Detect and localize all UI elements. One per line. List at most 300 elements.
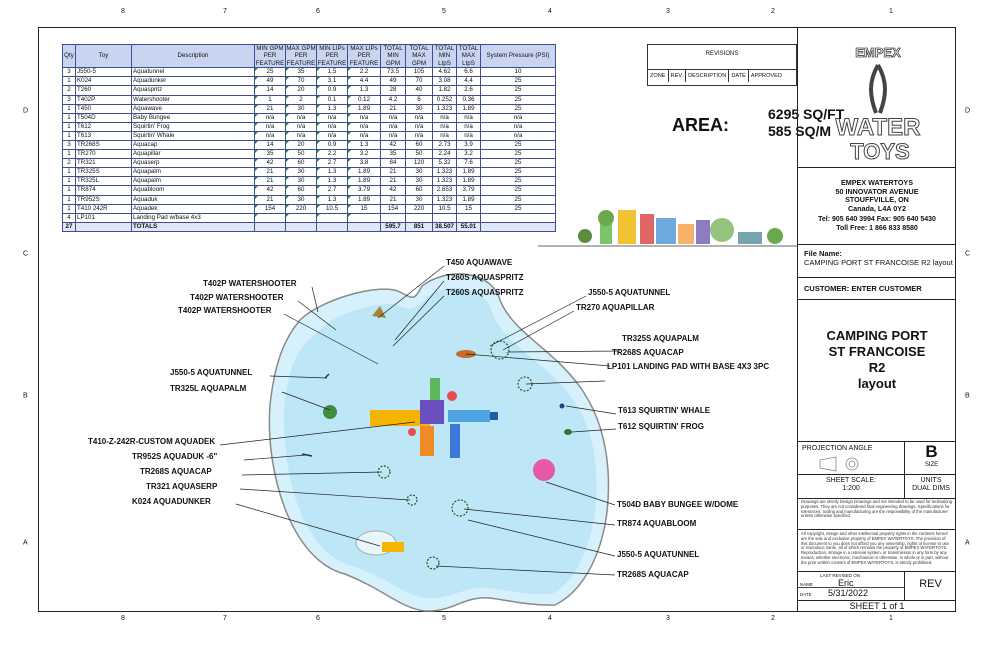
area-label: AREA: — [672, 115, 729, 135]
table-cell: TR268S — [76, 140, 132, 149]
header-min-lips: MIN LIPs PER FEATURE — [317, 45, 347, 67]
units-value: DUAL DIMS — [912, 485, 950, 492]
table-cell: 2.7 — [317, 159, 348, 168]
table-cell: 49 — [255, 77, 286, 86]
baby-bungee-symbol — [533, 459, 555, 481]
ruler-number: 3 — [666, 8, 670, 15]
table-cell: n/a — [481, 113, 556, 122]
table-cell: 3.1 — [317, 77, 348, 86]
callout-tr321: TR321 AQUASERP — [146, 482, 218, 491]
table-cell: 30 — [286, 168, 317, 177]
table-cell: n/a — [286, 131, 317, 140]
header-max-gpm: MAX GPM PER FEATURE — [286, 45, 316, 67]
table-cell: 30 — [286, 104, 317, 113]
table-cell: 1.89 — [457, 195, 481, 204]
table-cell: 851 — [406, 222, 433, 231]
table-cell: 1.323 — [433, 104, 457, 113]
table-cell: n/a — [433, 113, 457, 122]
table-cell: Aquadek — [132, 204, 255, 213]
table-cell: 6.6 — [457, 68, 481, 77]
table-cell: n/a — [255, 131, 286, 140]
table-cell: 28 — [381, 86, 406, 95]
ruler-number: 2 — [771, 8, 775, 15]
table-cell: 25 — [481, 140, 556, 149]
table-cell: 1 — [63, 150, 76, 159]
scale-label: SHEET SCALE: — [825, 477, 877, 484]
table-cell: 3.8 — [348, 159, 381, 168]
table-cell: LP101 — [76, 213, 132, 222]
table-cell: 21 — [255, 195, 286, 204]
table-cell: 105 — [406, 68, 433, 77]
table-cell: n/a — [406, 131, 433, 140]
table-cell: 25 — [481, 77, 556, 86]
header-max-lips: MAX LIPs PER FEATURE — [348, 45, 381, 68]
table-cell: 15 — [457, 204, 481, 213]
table-cell: K024 — [76, 77, 132, 86]
table-cell: 30 — [406, 168, 433, 177]
ruler-letter: D — [965, 107, 971, 115]
table-cell: 4.2 — [381, 95, 406, 104]
table-cell: 40 — [406, 86, 433, 95]
table-cell: 60 — [286, 159, 317, 168]
table-cell: 1.3 — [317, 168, 348, 177]
table-cell: 1 — [63, 186, 76, 195]
table-cell: n/a — [406, 122, 433, 131]
table-cell: 3.2 — [348, 150, 381, 159]
table-cell: T260 — [76, 86, 132, 95]
table-cell: 30 — [406, 195, 433, 204]
file-label: File Name: — [804, 249, 842, 258]
table-cell: 42 — [255, 159, 286, 168]
table-cell: 35 — [255, 150, 286, 159]
table-cell: n/a — [457, 131, 481, 140]
table-cell: 4 — [63, 213, 76, 222]
table-cell: 1.89 — [348, 104, 381, 113]
table-cell: 1.323 — [433, 195, 457, 204]
table-cell: 42 — [381, 186, 406, 195]
table-cell: 2.6 — [457, 86, 481, 95]
copyright-section — [798, 530, 956, 572]
revised-date-label: DATE — [800, 592, 812, 597]
table-cell: 21 — [381, 177, 406, 186]
callout-t260a: T260S AQUASPRITZ — [446, 273, 524, 282]
table-cell: Aquadunker — [132, 77, 255, 86]
table-cell: n/a — [433, 122, 457, 131]
ruler-number: 8 — [121, 615, 125, 622]
table-cell: 4.62 — [433, 68, 457, 77]
table-cell: 3.79 — [457, 186, 481, 195]
table-cell: Aquapalm — [132, 168, 255, 177]
table-cell: 21 — [381, 168, 406, 177]
table-cell: TOTALS — [132, 222, 255, 231]
callout-lp101: LP101 LANDING PAD WITH BASE 4X3 3PC — [607, 362, 770, 371]
units-cell — [904, 474, 957, 498]
frog-symbol — [564, 429, 572, 435]
table-cell: 30 — [406, 104, 433, 113]
table-cell: 0.9 — [317, 140, 348, 149]
size-value: B — [925, 442, 938, 461]
header-toy: Toy — [76, 45, 132, 68]
callout-tr874: TR874 AQUABLOOM — [617, 519, 697, 528]
table-cell: 70 — [286, 77, 317, 86]
table-cell: T613 — [76, 131, 132, 140]
project-line3: R2 — [868, 360, 886, 375]
callout-tr268-left: TR268S AQUACAP — [140, 467, 212, 476]
table-cell: 1.89 — [457, 104, 481, 113]
callout-t402c: T402P WATERSHOOTER — [178, 306, 272, 315]
callout-t260b: T260S AQUASPRITZ — [446, 288, 524, 297]
table-cell: 10.5 — [433, 204, 457, 213]
table-cell: 1.323 — [433, 177, 457, 186]
table-cell: Aquapalm — [132, 177, 255, 186]
table-cell: 25 — [481, 104, 556, 113]
table-cell: n/a — [381, 122, 406, 131]
table-cell: 1.89 — [348, 195, 381, 204]
table-cell: n/a — [457, 113, 481, 122]
rev-col-rev: REV. — [668, 70, 686, 82]
table-cell: 2.24 — [433, 150, 457, 159]
table-cell: 3 — [63, 68, 76, 77]
table-cell: n/a — [381, 113, 406, 122]
table-cell: TR321 — [76, 159, 132, 168]
table-cell: Aquaserp — [132, 159, 255, 168]
logo-text-empex: EMPEX — [855, 45, 901, 60]
table-cell: n/a — [255, 113, 286, 122]
company-address3: Canada, L4A 0Y2 — [847, 203, 907, 213]
table-cell: n/a — [481, 122, 556, 131]
callout-t450: T450 AQUAWAVE — [446, 258, 513, 267]
table-cell: n/a — [286, 122, 317, 131]
table-cell: 3.79 — [348, 186, 381, 195]
title-block — [797, 27, 956, 612]
revised-section — [798, 572, 956, 601]
file-section — [798, 245, 956, 278]
table-cell: 0.9 — [317, 86, 348, 95]
header-pressure: System Pressure (PSI) — [481, 45, 556, 68]
callout-j550-top: J550-5 AQUATUNNEL — [588, 288, 671, 297]
ruler-number: 5 — [442, 8, 446, 15]
table-cell: 10.5 — [317, 204, 348, 213]
revised-cell — [798, 572, 905, 600]
table-cell: 25 — [481, 177, 556, 186]
table-cell: Aquacap — [132, 140, 255, 149]
revisions-title: REVISIONS — [705, 51, 739, 57]
company-tollfree: Toll Free: 1 866 833 8580 — [836, 224, 918, 232]
table-cell: 1.3 — [348, 140, 381, 149]
table-cell: 3 — [63, 140, 76, 149]
table-cell: n/a — [406, 113, 433, 122]
size-cell — [904, 442, 958, 474]
table-cell: 49 — [381, 77, 406, 86]
table-cell: Aquabloom — [132, 186, 255, 195]
table-cell: 2.2 — [348, 68, 381, 77]
table-cell: Landing Pad w/base 4x3 — [132, 213, 255, 222]
table-cell: 0.252 — [433, 95, 457, 104]
ruler-letter: C — [965, 250, 971, 258]
table-cell: 1.3 — [317, 177, 348, 186]
table-cell: 220 — [286, 204, 317, 213]
table-cell: 1.89 — [457, 177, 481, 186]
table-cell: 30 — [286, 195, 317, 204]
logo-section — [798, 27, 956, 168]
table-cell: 1 — [63, 104, 76, 113]
ruler-number: 2 — [771, 615, 775, 622]
table-cell: TR270 — [76, 150, 132, 159]
table-cell: 1.323 — [433, 168, 457, 177]
table-cell: 10 — [481, 68, 556, 77]
table-cell: 84 — [381, 159, 406, 168]
ruler-number: 5 — [442, 615, 446, 622]
company-address1: 50 INNOVATOR AVENUE — [835, 186, 919, 196]
callout-t402b: T402P WATERSHOOTER — [190, 293, 284, 302]
table-cell: 27 — [63, 222, 76, 231]
table-cell: Aquatunnel — [132, 68, 255, 77]
project-line1: CAMPING PORT — [826, 328, 928, 343]
disclaimer-section — [798, 498, 956, 530]
table-cell: T450 — [76, 104, 132, 113]
ruler-number: 1 — [889, 8, 893, 15]
logo-text-water: WATER — [835, 114, 921, 141]
table-cell: T504D — [76, 113, 132, 122]
ruler-letter: D — [23, 107, 29, 115]
header-total-max-ltps: TOTAL MAX LtpS — [457, 45, 481, 68]
table-cell: 21 — [381, 104, 406, 113]
table-cell: 1.5 — [317, 68, 348, 77]
rev-col-approved: APPROVED — [748, 70, 784, 82]
revised-label: LAST REVISED ON — [820, 573, 861, 578]
table-cell: n/a — [348, 131, 381, 140]
table-cell: Squirtin' Whale — [132, 131, 255, 140]
table-cell: 60 — [286, 186, 317, 195]
callout-tr325s: TR325S AQUAPALM — [622, 334, 699, 343]
whale-symbol — [560, 404, 565, 409]
table-cell: 1.89 — [348, 177, 381, 186]
table-cell: TR874 — [76, 186, 132, 195]
table-cell: 2 — [286, 95, 317, 104]
table-cell: 1 — [255, 95, 286, 104]
ruler-number: 4 — [548, 8, 552, 15]
table-cell: 2.653 — [433, 186, 457, 195]
table-cell: 14 — [255, 140, 286, 149]
table-cell: 4.4 — [348, 77, 381, 86]
header-description: Description — [132, 45, 255, 68]
table-cell: n/a — [481, 131, 556, 140]
table-cell: 0.1 — [317, 95, 348, 104]
company-name: EMPEX WATERTOYS — [840, 178, 914, 187]
customer-text: CUSTOMER: ENTER CUSTOMER — [804, 284, 922, 293]
table-cell: 14 — [255, 86, 286, 95]
area-sqm: 585 SQ/M — [768, 123, 832, 139]
table-cell: 7.6 — [457, 159, 481, 168]
table-cell: n/a — [348, 113, 381, 122]
table-cell: n/a — [286, 113, 317, 122]
table-cell: T410 242R — [76, 204, 132, 213]
table-cell: 1.89 — [457, 168, 481, 177]
table-cell: 25 — [481, 86, 556, 95]
table-cell: Squirtin' Frog — [132, 122, 255, 131]
table-cell: 1.3 — [317, 195, 348, 204]
disclaimer-copyright: All copyright, design and other intellectual property rights in the contents hereof are the sole and exclusive property of EMPEX WATERTOYS. The provision of this document to you does not afford you any ownership, rights or license to use or reproduce same, all of which remains the property of EMPEX WATERTOYS. Reproduction, storage in a retrieval system, or transmission in any form by any means, whether electronic, mechanical or otherwise, in whole or in part, without the prior written consent of EMPEX WATERTOYS, is strictly prohibited. — [801, 531, 949, 565]
table-cell: 25 — [481, 159, 556, 168]
table-cell: Aquaspritz — [132, 86, 255, 95]
table-cell: n/a — [317, 122, 348, 131]
table-cell: 0.36 — [457, 95, 481, 104]
callout-t504: T504D BABY BUNGEE W/DOME — [617, 500, 739, 509]
table-cell: 30 — [406, 177, 433, 186]
table-cell: 50 — [286, 150, 317, 159]
table-cell: 25 — [481, 150, 556, 159]
ruler-number: 6 — [316, 615, 320, 622]
table-cell: n/a — [433, 131, 457, 140]
rev-col-description: DESCRIPTION — [685, 70, 728, 82]
table-cell: 15 — [348, 204, 381, 213]
table-cell: n/a — [317, 113, 348, 122]
file-name: CAMPING PORT ST FRANCOISE R2 layout — [804, 258, 953, 267]
ruler-letter: A — [965, 539, 970, 547]
table-cell: 20 — [286, 140, 317, 149]
header-min-gpm: MIN GPM PER FEATURE — [255, 45, 285, 67]
callout-j550-left: J550-5 AQUATUNNEL — [170, 368, 253, 377]
ruler-number: 7 — [223, 615, 227, 622]
table-cell: 20 — [286, 86, 317, 95]
table-cell: 25 — [481, 95, 556, 104]
callout-tr268-bot: TR268S AQUACAP — [617, 570, 689, 579]
table-cell: 1.3 — [317, 104, 348, 113]
callout-t612: T612 SQUIRTIN' FROG — [618, 422, 704, 431]
table-cell: 21 — [381, 195, 406, 204]
table-cell: 25 — [481, 186, 556, 195]
table-cell: J550-5 — [76, 68, 132, 77]
table-cell: 2.2 — [317, 150, 348, 159]
header-total-max-gpm: TOTAL MAX GPM — [406, 45, 433, 68]
table-cell: 25 — [481, 195, 556, 204]
table-cell: 0.12 — [348, 95, 381, 104]
empex-logo — [798, 27, 956, 167]
table-cell: 55.01 — [457, 222, 481, 231]
table-cell: 1 — [63, 77, 76, 86]
scale-cell — [798, 477, 904, 493]
ruler-letter: C — [23, 250, 29, 258]
table-cell: T402P — [76, 95, 132, 104]
table-cell: 1.89 — [348, 168, 381, 177]
callout-tr325l: TR325L AQUAPALM — [170, 384, 247, 393]
ruler-number: 3 — [666, 615, 670, 622]
disclaimer-design: Drawings are strictly Design Drawings and not intended to be used for toolmaking purposes. They are not considered final engineering drawings. Specifications for tolerances, tooling and manufacturing are the responsibility of the manufacturer unless otherwise specified. — [801, 499, 953, 519]
table-cell: n/a — [457, 122, 481, 131]
units-label: UNITS — [920, 477, 942, 484]
callout-tr268-top: TR268S AQUACAP — [612, 348, 684, 357]
header-total-min-ltps: TOTAL MIN LtpS — [433, 45, 457, 68]
revised-name: Eric — [838, 578, 854, 588]
table-cell: Baby Bungee — [132, 113, 255, 122]
table-cell: 1.82 — [433, 86, 457, 95]
project-section — [798, 300, 956, 442]
logo-text-toys: TOYS — [850, 139, 910, 164]
table-cell: n/a — [348, 122, 381, 131]
rev-col-zone: ZONE — [650, 73, 666, 79]
header-total-min-gpm: TOTAL MIN GPM — [381, 45, 406, 68]
table-cell: 21 — [255, 177, 286, 186]
table-cell: 1 — [63, 177, 76, 186]
table-cell: 35 — [381, 150, 406, 159]
header-qty: Qty — [63, 45, 76, 68]
table-cell: T612 — [76, 122, 132, 131]
table-cell: 154 — [255, 204, 286, 213]
table-cell: 6 — [406, 95, 433, 104]
table-cell: 50 — [406, 150, 433, 159]
scale-value: 1:200 — [842, 485, 860, 492]
ruler-number: 8 — [121, 8, 125, 15]
table-cell: 1.3 — [348, 86, 381, 95]
table-cell: 595.7 — [381, 222, 406, 231]
table-cell: Watershooter — [132, 95, 255, 104]
table-cell: n/a — [255, 122, 286, 131]
ruler-letter: B — [23, 392, 28, 400]
table-cell: 220 — [406, 204, 433, 213]
projection-section — [798, 442, 956, 475]
table-cell: TR325L — [76, 177, 132, 186]
company-address2: STOUFFVILLE, ON — [845, 195, 909, 204]
callout-t402a: T402P WATERSHOOTER — [203, 279, 297, 288]
company-phone: Tel: 905 640 3994 Fax: 905 640 5430 — [818, 216, 936, 223]
table-cell: 60 — [406, 186, 433, 195]
table-cell: 1 — [63, 113, 76, 122]
callout-t410: T410-Z-242R-CUSTOM AQUADEK — [88, 437, 216, 446]
table-cell: TR325S — [76, 168, 132, 177]
table-cell: 5.32 — [433, 159, 457, 168]
area-sqft: 6295 SQ/FT — [768, 106, 845, 122]
table-cell: n/a — [381, 131, 406, 140]
table-cell: 60 — [406, 140, 433, 149]
rev-label: REV — [919, 578, 942, 590]
table-cell: 21 — [255, 104, 286, 113]
callout-j550-bot: J550-5 AQUATUNNEL — [617, 550, 700, 559]
project-line4: layout — [857, 376, 897, 391]
table-cell: n/a — [317, 131, 348, 140]
ruler-number: 1 — [889, 615, 893, 622]
table-cell: 42 — [255, 186, 286, 195]
ruler-number: 4 — [548, 615, 552, 622]
ruler-letter: A — [23, 539, 28, 547]
table-cell: 3.2 — [457, 150, 481, 159]
table-cell: 2.7 — [317, 186, 348, 195]
table-cell: 4.4 — [457, 77, 481, 86]
table-cell: 42 — [381, 140, 406, 149]
table-cell: 3 — [63, 95, 76, 104]
table-cell: 120 — [406, 159, 433, 168]
table-cell: 3.9 — [457, 140, 481, 149]
table-cell: 3.08 — [433, 77, 457, 86]
rev-col-date: DATE — [728, 70, 748, 82]
table-cell: 25 — [481, 204, 556, 213]
table-cell: 2.73 — [433, 140, 457, 149]
revised-name-label: NAME — [800, 582, 814, 587]
sheet-number: SHEET 1 of 1 — [849, 601, 905, 611]
table-cell: 25 — [255, 68, 286, 77]
table-cell: 1 — [63, 195, 76, 204]
table-cell: 1 — [63, 131, 76, 140]
table-cell: 70 — [406, 77, 433, 86]
table-cell: 73.5 — [381, 68, 406, 77]
callout-tr952: TR952S AQUADUK -6" — [132, 452, 218, 461]
table-cell: 1 — [63, 204, 76, 213]
projection-icon — [818, 456, 868, 472]
table-cell: Aquawave — [132, 104, 255, 113]
callout-tr270: TR270 AQUAPILLAR — [576, 303, 655, 312]
table-cell: Aquaduk — [132, 195, 255, 204]
table-cell: 154 — [381, 204, 406, 213]
ruler-number: 7 — [223, 8, 227, 15]
